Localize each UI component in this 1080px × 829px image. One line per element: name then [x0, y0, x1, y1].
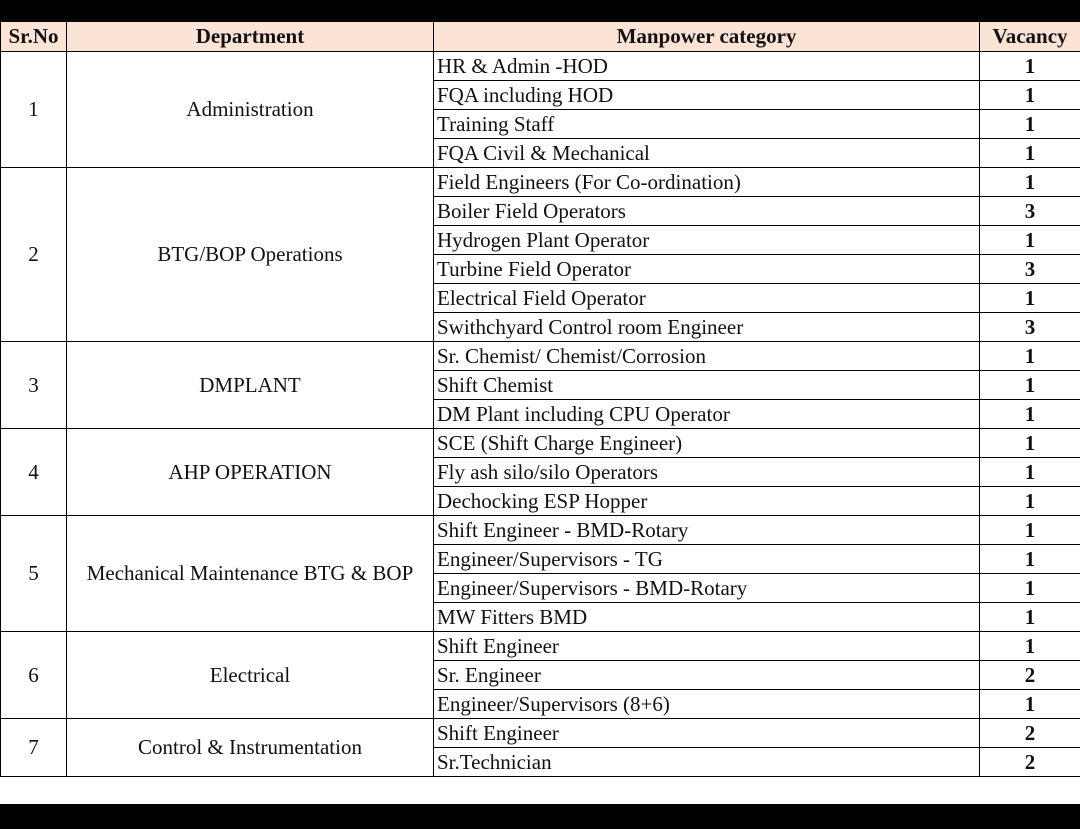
- vacancy-cell: 1: [980, 458, 1080, 487]
- sr-no-cell: 1: [1, 52, 67, 168]
- category-cell: Shift Engineer: [434, 632, 980, 661]
- header-vacancy: Vacancy: [980, 22, 1080, 52]
- sr-no-cell: 2: [1, 168, 67, 342]
- department-cell: DMPLANT: [67, 342, 434, 429]
- vacancy-cell: 1: [980, 226, 1080, 255]
- vacancy-cell: 2: [980, 719, 1080, 748]
- table-row: [1, 516, 1080, 545]
- category-cell: Engineer/Supervisors - BMD-Rotary: [434, 574, 980, 603]
- vacancy-cell: 2: [980, 748, 1080, 777]
- vacancy-cell: 3: [980, 313, 1080, 342]
- category-cell: Electrical Field Operator: [434, 284, 980, 313]
- table-row: [1, 719, 1080, 748]
- sr-no-cell: 6: [1, 632, 67, 719]
- table-row: [1, 632, 1080, 661]
- department-cell: Administration: [67, 52, 434, 168]
- vacancy-cell: 1: [980, 545, 1080, 574]
- category-cell: Engineer/Supervisors - TG: [434, 545, 980, 574]
- department-cell: AHP OPERATION: [67, 429, 434, 516]
- department-cell: Electrical: [67, 632, 434, 719]
- vacancy-table: [0, 21, 1080, 777]
- table-row: [1, 168, 1080, 197]
- vacancy-cell: 1: [980, 487, 1080, 516]
- vacancy-cell: 1: [980, 342, 1080, 371]
- header-row: [1, 22, 1080, 52]
- vacancy-cell: 3: [980, 255, 1080, 284]
- vacancy-cell: 1: [980, 139, 1080, 168]
- vacancy-cell: 2: [980, 661, 1080, 690]
- category-cell: Training Staff: [434, 110, 980, 139]
- category-cell: Shift Chemist: [434, 371, 980, 400]
- vacancy-cell: 1: [980, 516, 1080, 545]
- sr-no-cell: 4: [1, 429, 67, 516]
- header-sr-no: Sr.No: [1, 22, 67, 52]
- vacancy-cell: 1: [980, 400, 1080, 429]
- category-cell: Boiler Field Operators: [434, 197, 980, 226]
- category-cell: FQA including HOD: [434, 81, 980, 110]
- vacancy-cell: 1: [980, 574, 1080, 603]
- table-body: [1, 52, 1080, 777]
- category-cell: FQA Civil & Mechanical: [434, 139, 980, 168]
- category-cell: Dechocking ESP Hopper: [434, 487, 980, 516]
- vacancy-cell: 1: [980, 603, 1080, 632]
- category-cell: Swithchyard Control room Engineer: [434, 313, 980, 342]
- category-cell: DM Plant including CPU Operator: [434, 400, 980, 429]
- category-cell: Engineer/Supervisors (8+6): [434, 690, 980, 719]
- sr-no-cell: 7: [1, 719, 67, 777]
- table-row: [1, 429, 1080, 458]
- department-cell: BTG/BOP Operations: [67, 168, 434, 342]
- vacancy-cell: 1: [980, 110, 1080, 139]
- sr-no-cell: 5: [1, 516, 67, 632]
- vacancy-cell: 1: [980, 52, 1080, 81]
- header-category: Manpower category: [434, 22, 980, 52]
- category-cell: Fly ash silo/silo Operators: [434, 458, 980, 487]
- vacancy-cell: 1: [980, 429, 1080, 458]
- department-cell: Control & Instrumentation: [67, 719, 434, 777]
- header-department: Department: [67, 22, 434, 52]
- category-cell: HR & Admin -HOD: [434, 52, 980, 81]
- vacancy-cell: 1: [980, 284, 1080, 313]
- department-cell: Mechanical Maintenance BTG & BOP: [67, 516, 434, 632]
- table-row: [1, 52, 1080, 81]
- vacancy-cell: 1: [980, 690, 1080, 719]
- vacancy-cell: 1: [980, 371, 1080, 400]
- category-cell: Shift Engineer: [434, 719, 980, 748]
- category-cell: Field Engineers (For Co-ordination): [434, 168, 980, 197]
- vacancy-cell: 3: [980, 197, 1080, 226]
- category-cell: Shift Engineer - BMD-Rotary: [434, 516, 980, 545]
- vacancy-cell: 1: [980, 168, 1080, 197]
- category-cell: Sr. Engineer: [434, 661, 980, 690]
- vacancy-cell: 1: [980, 632, 1080, 661]
- vacancy-sheet: [0, 21, 1080, 804]
- sr-no-cell: 3: [1, 342, 67, 429]
- category-cell: MW Fitters BMD: [434, 603, 980, 632]
- category-cell: Sr. Chemist/ Chemist/Corrosion: [434, 342, 980, 371]
- category-cell: Sr.Technician: [434, 748, 980, 777]
- category-cell: Turbine Field Operator: [434, 255, 980, 284]
- vacancy-cell: 1: [980, 81, 1080, 110]
- category-cell: SCE (Shift Charge Engineer): [434, 429, 980, 458]
- category-cell: Hydrogen Plant Operator: [434, 226, 980, 255]
- table-row: [1, 342, 1080, 371]
